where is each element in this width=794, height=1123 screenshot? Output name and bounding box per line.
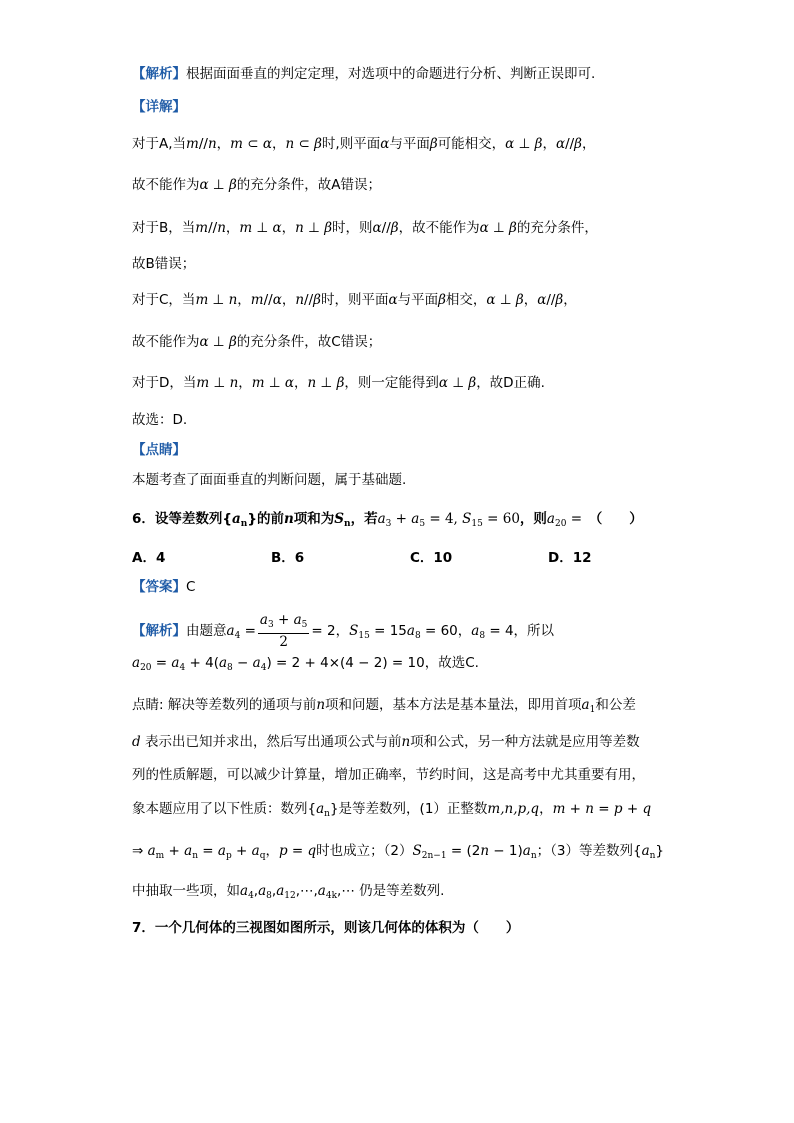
answer-value: C [186,579,196,595]
text: 时也成立；（2） [316,843,413,859]
text: 项和为 [293,511,335,527]
text: 故B错误； [132,256,196,272]
text: 项和公式，另一种方法就是应用等差数 [410,734,640,750]
text: 和公差 [595,697,636,713]
q6-comment-line-6: 中抽取一些项，如$a_4,a_8,a_{12},\cdots,a_{4k},\cdots$ 仍是等差数列. [132,883,445,901]
text: 中抽取一些项，如 [132,883,240,899]
text: 仍是等差数列. [359,883,445,899]
text: 时，则 [332,220,373,236]
text: 故选：D. [132,412,188,428]
analysis-tag: 【解析】 [132,623,186,639]
option-d-discussion: 对于D，当m ⊥ n，m ⊥ α，n ⊥ β，则一定能得到α ⊥ β，故D正确. [132,375,545,391]
text: 列的性质解题，可以减少计算量，增加正确率，节约时间，这是高考中尤其重要有用， [132,767,645,783]
option-b: B．6 [271,550,305,566]
option-c-discussion: 对于C，当m ⊥ n，m//α，n//β时，则平面α与平面β相交，α ⊥ β，α//β， [132,292,577,308]
detail-tag: 【详解】 [132,99,186,115]
analysis-line [132,64,595,84]
text: 的充分条件，故C错误； [236,334,382,350]
text: 7．一个几何体的三视图如图所示，则该几何体的体积为（ ） [132,920,520,936]
text: 时,则平面 [321,136,381,152]
text: ，若 [350,511,378,527]
text: 表示出已知并求出，然后写出通项公式与前 [144,734,402,750]
text: 由题意 [186,623,227,639]
option-b-conclusion [132,254,195,274]
text: ，则一定能得到 [344,375,439,391]
q6-comment-line-4: 象本题应用了以下性质：数列$\{a_n\}$是等差数列，(1）正整数m,n,p,q，m + n = p + q [132,801,652,819]
text: 对于C，当 [132,292,196,308]
q6-analysis-line-2: $a_{20} = a_4 + 4(a_8 - a_4) = 2 + 4\times(4 - 2) = 10$，故选C. [132,655,479,673]
text: ，故不能作为 [398,220,480,236]
text: 故不能作为 [132,177,200,193]
text: 的充分条件， [516,220,598,236]
option-c: C．10 [410,550,453,566]
text: 6．设等差数列 [132,511,223,527]
text: 故不能作为 [132,334,200,350]
answer-line [132,577,195,597]
text: 对于A,当 [132,136,187,152]
text: （ ） [595,511,643,527]
q6-comment-line-2: d 表示出已知并求出，然后写出通项公式与前n项和公式，另一种方法就是应用等差数 [132,734,640,750]
text: 相交， [445,292,487,308]
formula: m [186,136,199,152]
text: 的充分条件，故A错误； [236,177,382,193]
option-d: D．12 [548,550,592,566]
q6-comment-line-5: ⇒ $a_m + a_n = a_p + a_q$，p = q时也成立；$(2)S_{2n-1} = (2n - 1)a_n$；（3）等差数列$\{a_n\}$ [132,843,665,861]
comment-heading-line [132,440,186,460]
answer-tag: 【答案】 [132,579,186,595]
q6-comment-line-3 [132,765,645,785]
text: 项和问题，基本方法是基本量法，即用首项 [325,697,582,713]
q7-stem [132,918,519,938]
q5-choice [132,410,187,430]
fraction: $\frac{a_3 + a_5}{2}$ [259,612,308,650]
text: 对于B，当 [132,220,196,236]
text: 与平面 [397,292,439,308]
text: 象本题应用了以下性质：数列 [132,801,308,817]
text: 的前 [256,511,284,527]
text: 可能相交， [437,136,506,152]
text: 对于D，当 [132,375,197,391]
q6-stem: 6．设等差数列$\{a_n\}$的前n项和为$S_n$，若$a_3 + a_5 = 4$, $S_{15} = 60$，则$a_{20}$ = （ ） [132,511,643,529]
text: ，所以 [513,623,555,639]
analysis-text: 根据面面垂直的判定定理，对选项中的命题进行分析、判断正误即可. [186,66,596,82]
analysis-tag: 【解析】 [132,66,186,82]
comment-line [132,470,406,490]
option-a-conclusion: 故不能作为α ⊥ β的充分条件，故A错误； [132,177,382,193]
comment-tag: 【点睛】 [132,442,186,458]
option-b-discussion: 对于B，当m//n，m ⊥ α，n ⊥ β时，则α//β，故不能作为α ⊥ β的充分条件， [132,220,598,236]
detail-heading-line [132,97,186,117]
q6-analysis-line-1: 【解析】由题意$a_4$ = $\frac{a_3 + a_5}{2}$ = 2，$S_{15} = 15a_8 = 60$，$a_8 = 4$，所以 [132,612,555,650]
option-a: A．4 [132,550,166,566]
text: 时，则平面 [320,292,389,308]
text: ，则 [519,511,547,527]
text: 是等差数列，(1）正整数 [338,801,488,817]
text: ，故D正确. [476,375,545,391]
q6-comment-line-1: 点睛: 解决等差数列的通项与前n项和问题，基本方法是基本量法，即用首项$a_1$和公差 [132,697,636,715]
text: 与平面 [389,136,430,152]
text: ，故选C. [424,655,479,671]
text: ；（3）等差数列 [536,843,633,859]
comment-text: 本题考查了面面垂直的判断问题，属于基础题. [132,472,407,488]
text: 点睛: 解决等差数列的通项与前 [132,697,317,713]
option-a-discussion: 对于A,当m//n，m ⊂ α，n ⊂ β时,则平面α与平面β可能相交，α ⊥ β，α//β， [132,136,596,152]
option-c-conclusion: 故不能作为α ⊥ β的充分条件，故C错误； [132,334,382,350]
